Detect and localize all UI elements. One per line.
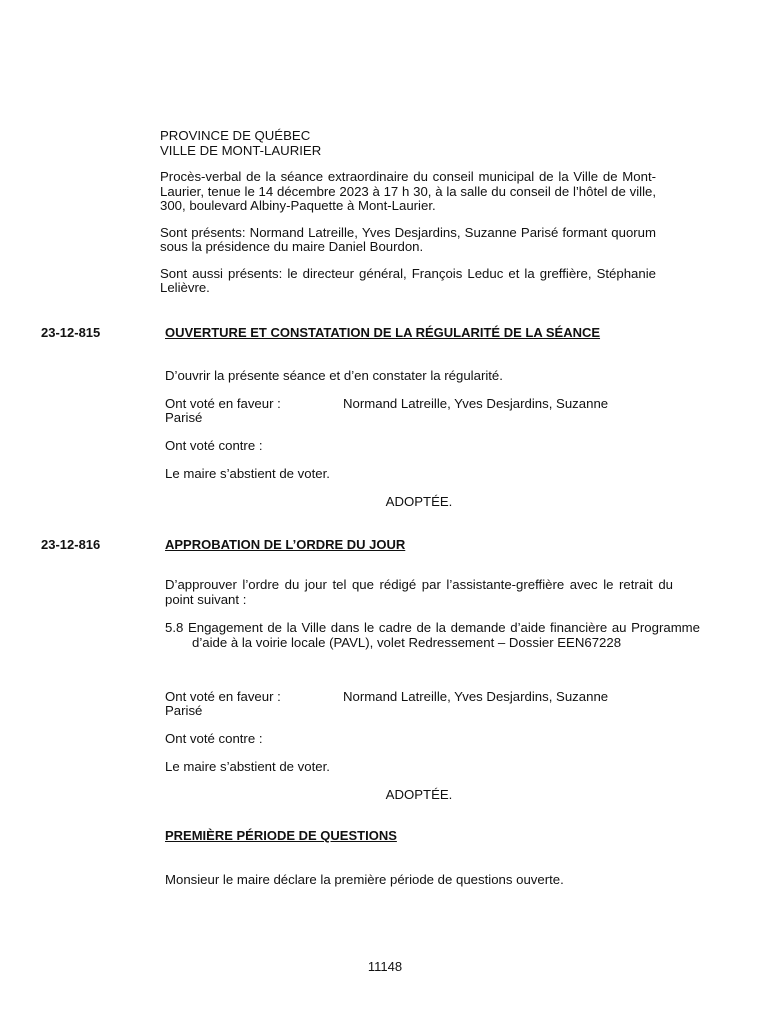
vote-against-label: Ont voté contre : (165, 438, 263, 453)
page-number: 11148 (367, 959, 403, 974)
resolution-number: 23-12-816 (41, 537, 101, 552)
vote-favor-names-cont: Parisé (165, 703, 203, 718)
resolution-title: APPROBATION DE L’ORDRE DU JOUR (165, 537, 406, 552)
presents-paragraph: Sont présents: Normand Latreille, Yves Desjardins, Suzanne Parisé formant quorum sous la présidence du maire Daniel Bourdon. (160, 224, 656, 254)
adopted-label: ADOPTÉE. (385, 494, 453, 509)
vote-favor-label: Ont voté en faveur : (165, 689, 281, 704)
ville-line: VILLE DE MONT-LAURIER (160, 142, 322, 158)
vote-against-label: Ont voté contre : (165, 731, 263, 746)
vote-favor-label: Ont voté en faveur : (165, 396, 281, 411)
questions-title: PREMIÈRE PÉRIODE DE QUESTIONS (165, 828, 397, 843)
vote-favor-names: Normand Latreille, Yves Desjardins, Suzanne (343, 396, 609, 411)
questions-text: Monsieur le maire déclare la première période de questions ouverte. (165, 872, 564, 887)
resolution-number: 23-12-815 (41, 325, 101, 340)
document-header (160, 129, 656, 296)
vote-favor-names: Normand Latreille, Yves Desjardins, Suzanne (343, 689, 609, 704)
adopted-label: ADOPTÉE. (385, 787, 453, 802)
vote-favor-names-cont: Parisé (165, 410, 203, 425)
proces-verbal-paragraph: Procès-verbal de la séance extraordinaire du conseil municipal de la Ville de Mont-Laurier, tenue le 14 décembre 2023 à 17 h 30, à la salle du conseil de l’hôtel de ville, 300, boulevard Albiny-Paquette à Mont-Laurier. (160, 169, 656, 213)
resolution-title: OUVERTURE ET CONSTATATION DE LA RÉGULARITÉ DE LA SÉANCE (165, 325, 601, 340)
agenda-item: 5.8 Engagement de la Ville dans le cadre de la demande d’aide financière au Programme d’aide à la voirie locale (PAVL), volet Redressement – Dossier EEN67228 (165, 620, 700, 650)
abstain-line: Le maire s’abstient de voter. (165, 466, 330, 481)
province-line: PROVINCE DE QUÉBEC (160, 128, 311, 143)
resolution-text: D’ouvrir la présente séance et d’en constater la régularité. (165, 368, 503, 383)
aussi-presents-paragraph: Sont aussi présents: le directeur général, François Leduc et la greffière, Stéphanie Lelièvre. (160, 265, 656, 295)
abstain-line: Le maire s’abstient de voter. (165, 759, 330, 774)
resolution-text: D’approuver l’ordre du jour tel que rédigé par l’assistante-greffière avec le retrait du point suivant : (165, 577, 673, 607)
